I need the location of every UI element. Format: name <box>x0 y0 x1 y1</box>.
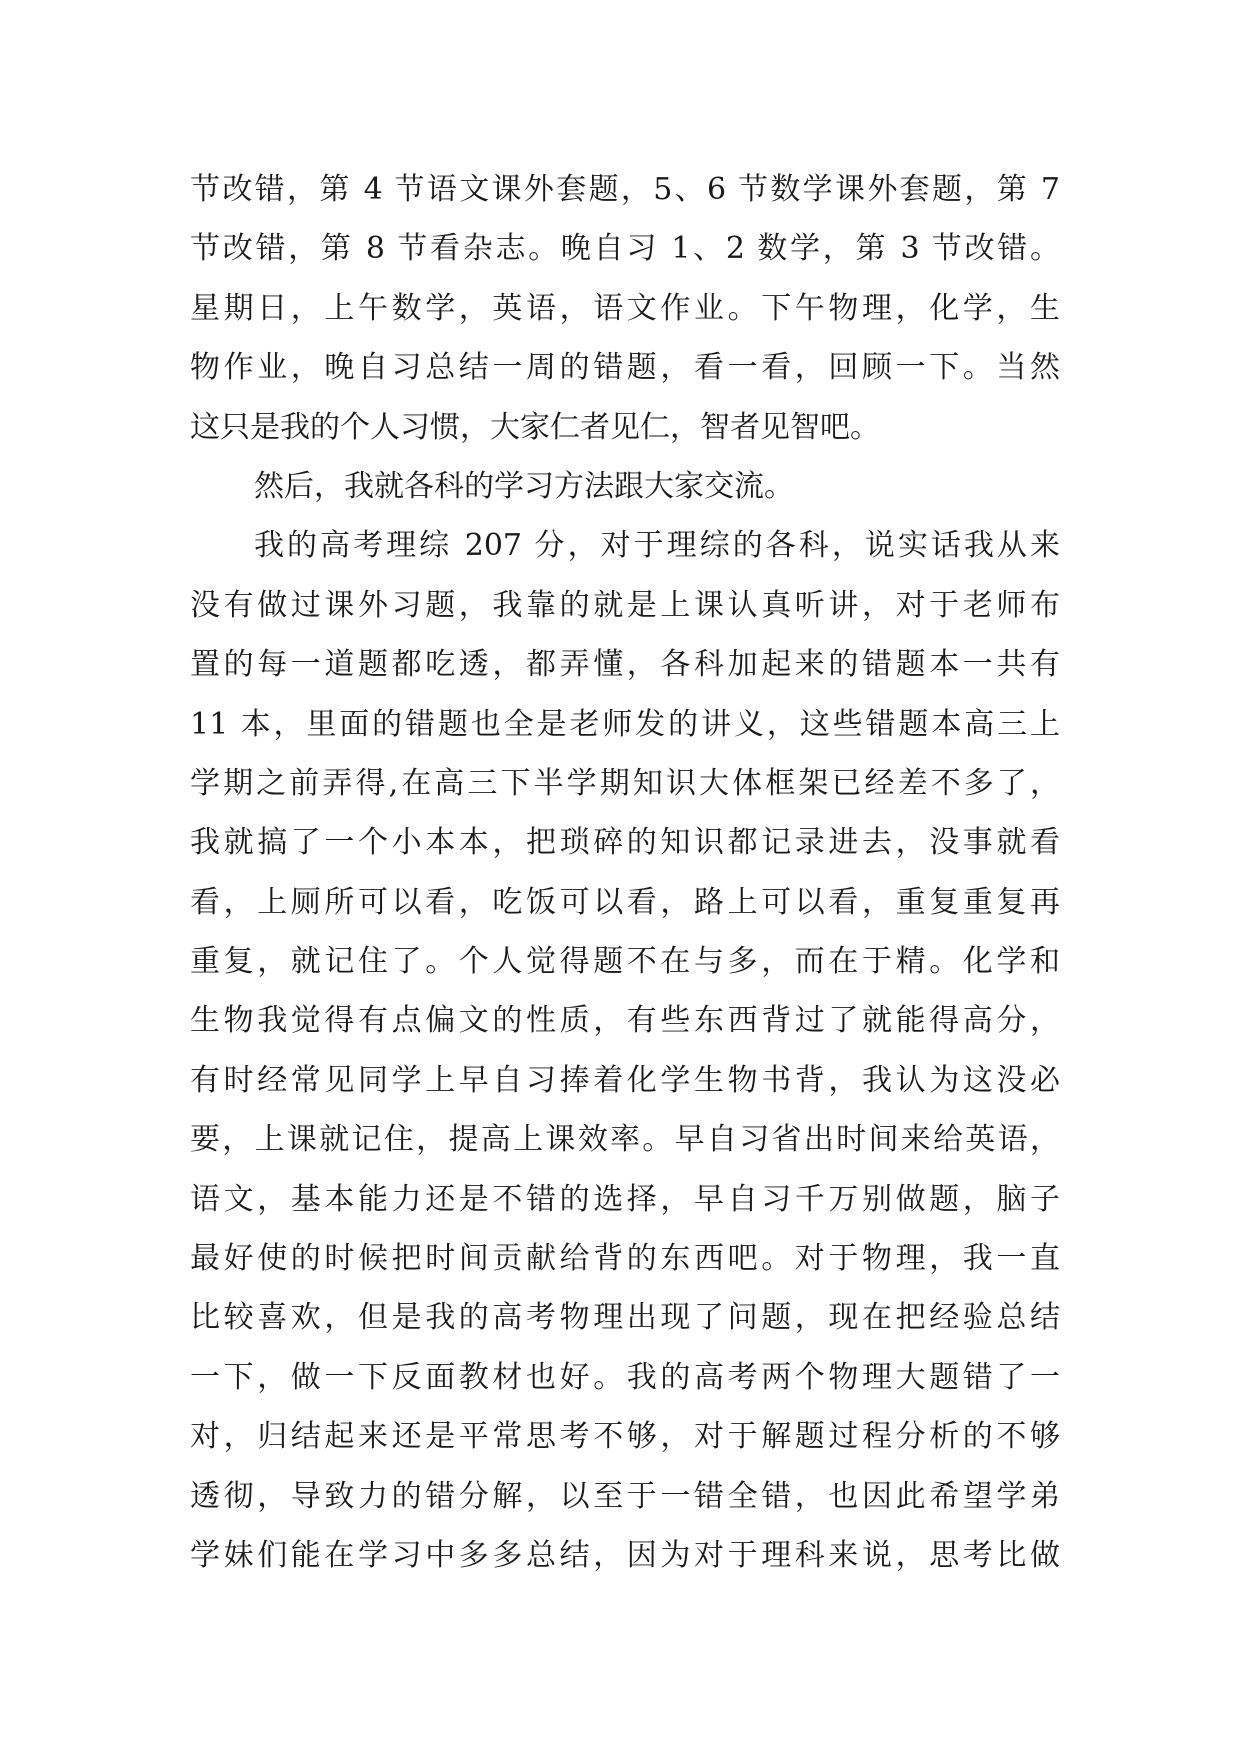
text-line: 看，上厕所可以看，吃饭可以看，路上可以看，重复重复再 <box>190 884 1060 920</box>
text-line: 重复，就记住了。个人觉得题不在与多，而在于精。化学和 <box>190 944 1060 980</box>
text-line: 一下，做一下反面教材也好。我的高考两个物理大题错了一 <box>190 1359 1060 1395</box>
text-line: 有时经常见同学上早自习捧着化学生物书背，我认为这没必 <box>190 1062 1060 1098</box>
document-body <box>190 160 1060 1585</box>
text-line: 我就搞了一个小本本，把琐碎的知识都记录进去，没事就看 <box>190 825 1060 861</box>
text-line: 物作业，晚自习总结一周的错题，看一看，回顾一下。当然 <box>190 350 1060 386</box>
text-line: 节改错，第 8 节看杂志。晚自习 1、2 数学，第 3 节改错。 <box>190 231 1060 267</box>
text-line: 学期之前弄得,在高三下半学期知识大体框架已经差不多了， <box>190 765 1060 801</box>
text-line: 透彻，导致力的错分解，以至于一错全错，也因此希望学弟 <box>190 1478 1060 1514</box>
text-line: 没有做过课外习题，我靠的就是上课认真听讲，对于老师布 <box>190 587 1060 623</box>
text-line: 最好使的时候把时间贡献给背的东西吧。对于物理，我一直 <box>190 1241 1060 1277</box>
text-line: 学妹们能在学习中多多总结，因为对于理科来说，思考比做 <box>190 1537 1060 1573</box>
text-line: 我的高考理综 207 分，对于理综的各科，说实话我从来 <box>254 528 1060 564</box>
text-line: 星期日，上午数学，英语，语文作业。下午物理，化学，生 <box>190 290 1060 326</box>
text-line: 节改错，第 4 节语文课外套题，5、6 节数学课外套题，第 7 <box>190 172 1060 207</box>
text-line: 要，上课就记住，提高上课效率。早自习省出时间来给英语， <box>190 1122 1060 1158</box>
text-line: 这只是我的个人习惯，大家仁者见仁，智者见智吧。 <box>190 409 880 445</box>
text-line: 置的每一道题都吃透，都弄懂，各科加起来的错题本一共有 <box>190 647 1060 683</box>
text-line: 比较喜欢，但是我的高考物理出现了问题，现在把经验总结 <box>190 1300 1060 1336</box>
text-line: 生物我觉得有点偏文的性质，有些东西背过了就能得高分， <box>190 1003 1060 1039</box>
text-line: 对，归结起来还是平常思考不够，对于解题过程分析的不够 <box>190 1419 1060 1455</box>
text-line: 11 本，里面的错题也全是老师发的讲义，这些错题本高三上 <box>190 706 1060 742</box>
text-line: 然后，我就各科的学习方法跟大家交流。 <box>254 468 794 504</box>
text-line: 语文，基本能力还是不错的选择，早自习千万别做题，脑子 <box>190 1181 1060 1217</box>
